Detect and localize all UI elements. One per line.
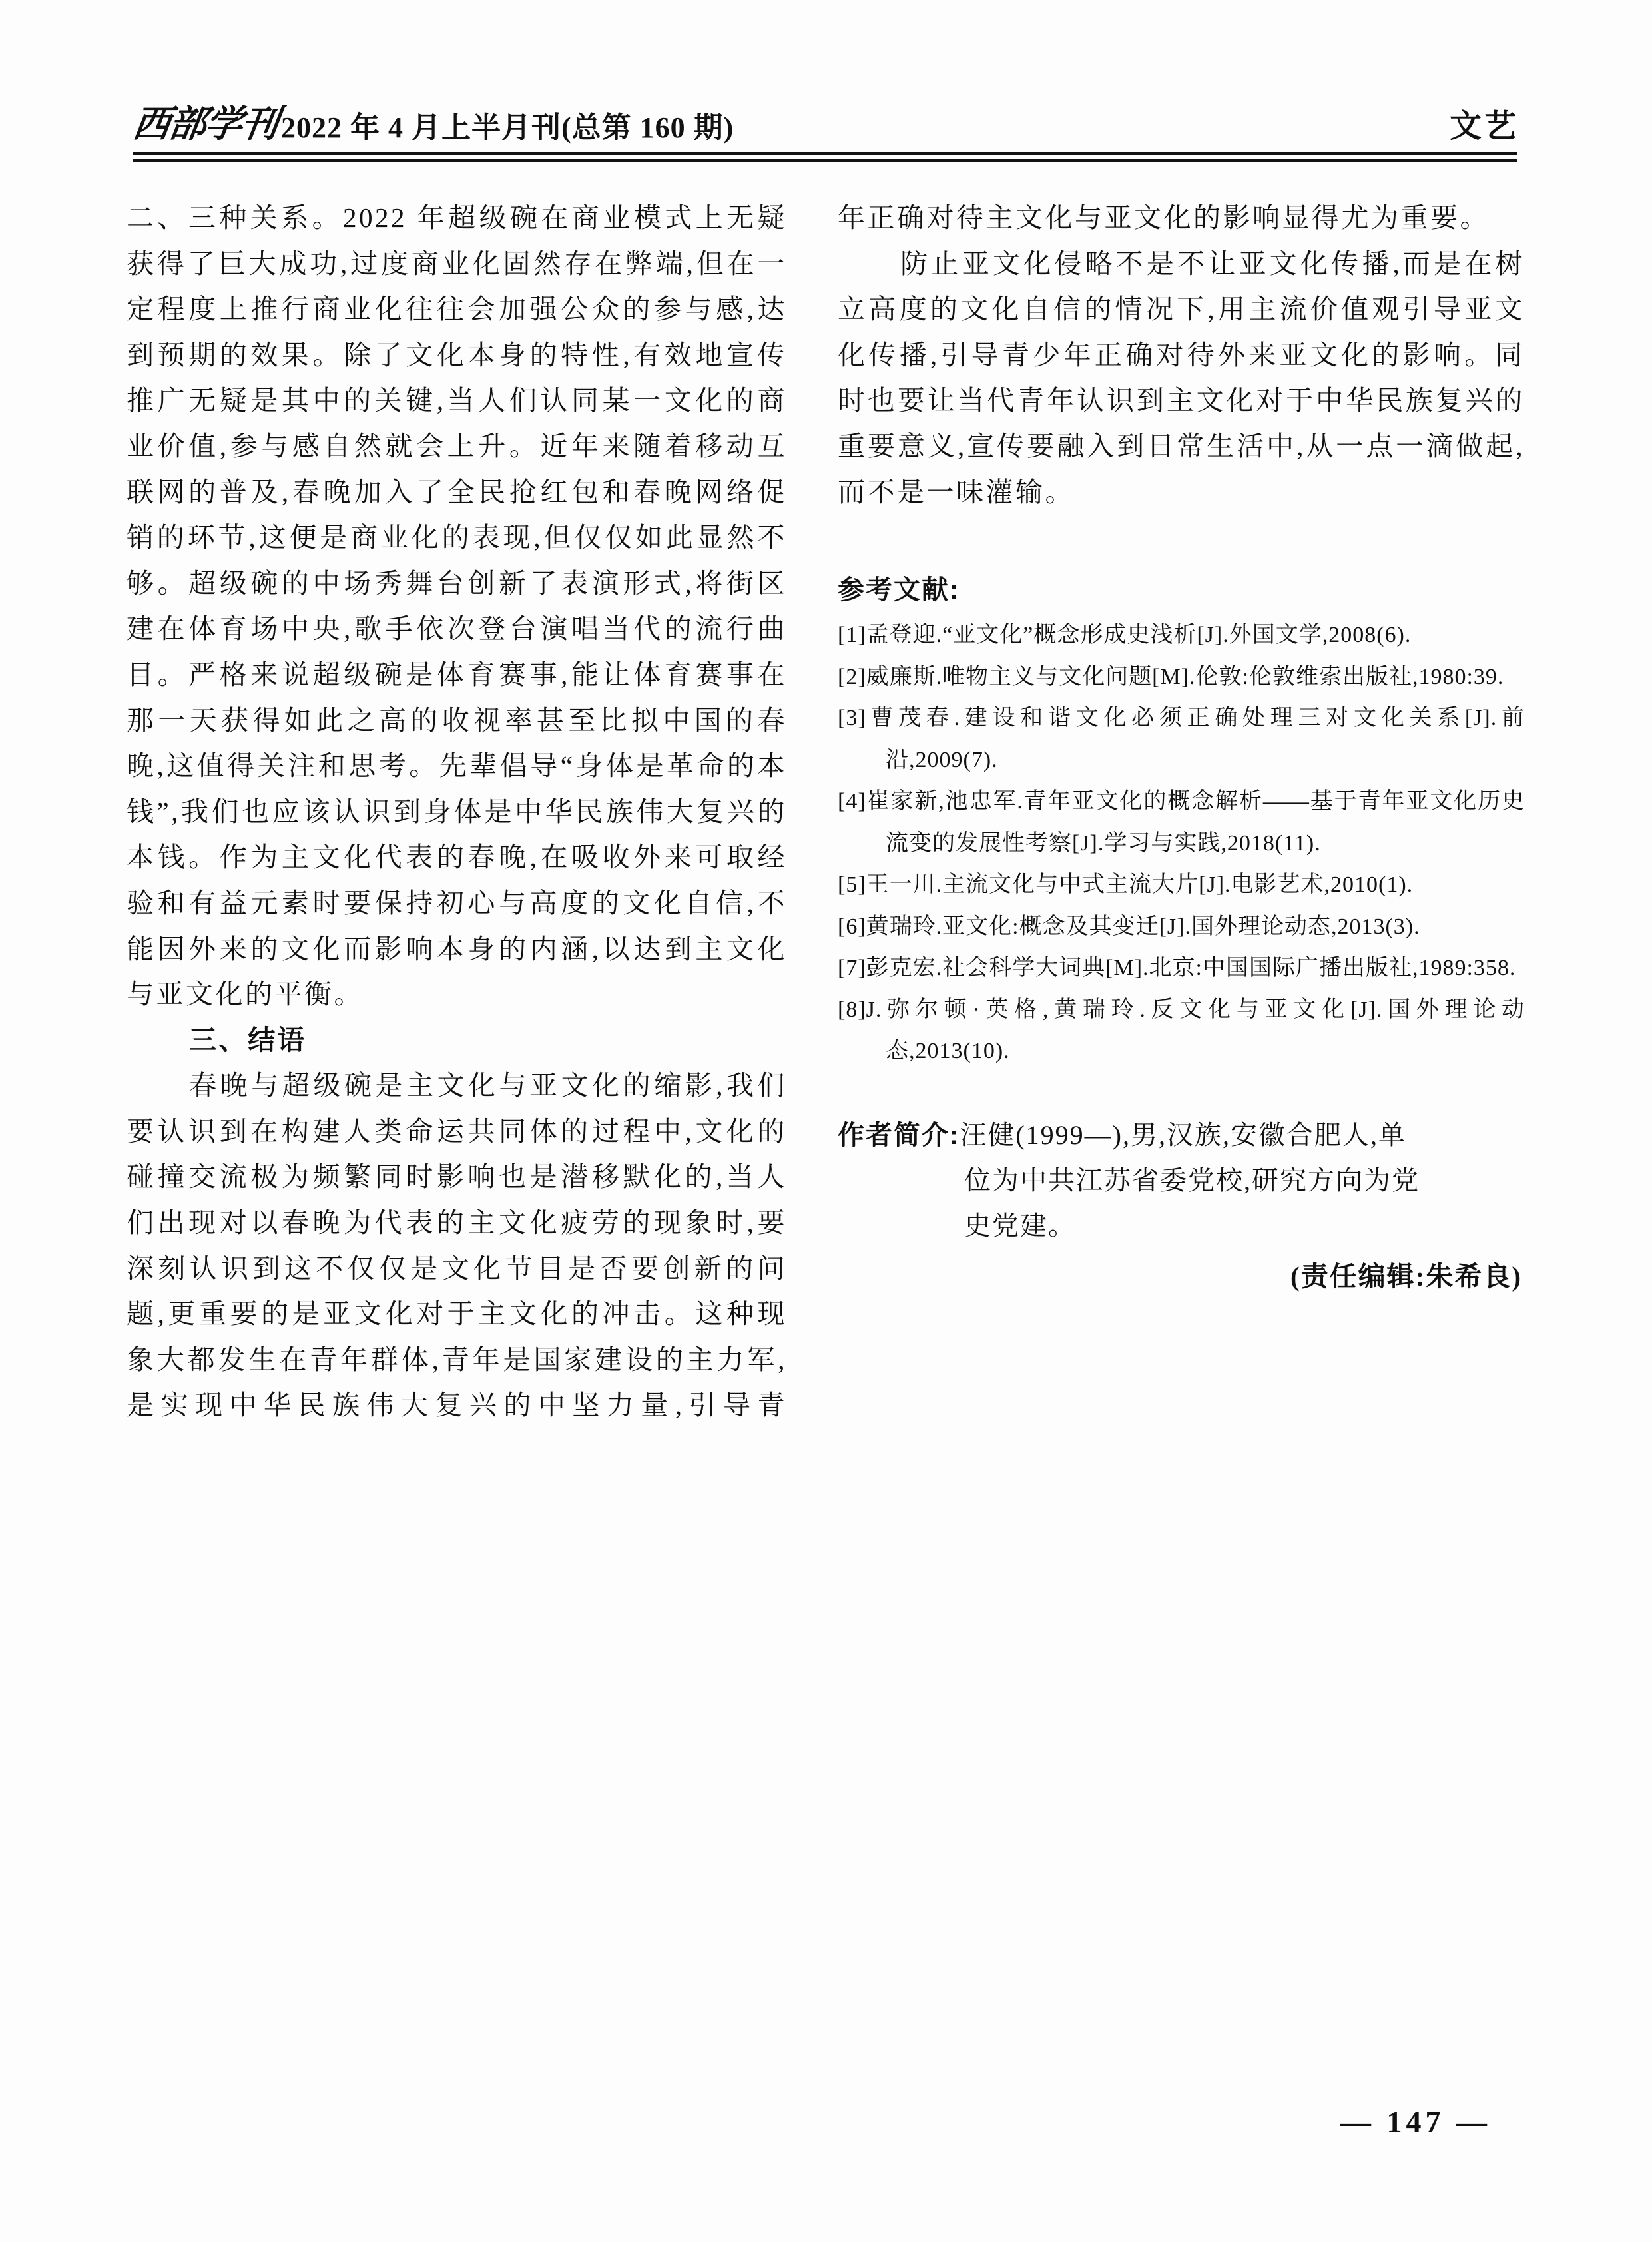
reference-item: [3]曹茂春.建设和谐文化必须正确处理三对文化关系[J].前沿,2009(7).	[838, 706, 1525, 772]
author-text: 汪健(1999—),男,汉族,安徽合肥人,单	[960, 1119, 1406, 1150]
author-line: 位为中共江苏省委党校,研究方向为党	[964, 1165, 1420, 1195]
journal-logo: 西部学刊	[130, 102, 280, 146]
paragraph-conclusion: 春晚与超级碗是主文化与亚文化的缩影,我们要认识到在构建人类命运共同体的过程中,文化的碰撞交流极为频繁同时影响也是潜移默化的,当人们出现对以春晚为代表的主文化疲劳的现象时,要深刻认识到这不仅仅是文化节目是否要创新的问题,更重要的是亚文化对于主文化的冲击。这种现象大都发生在青年群体,青年是国家建设的主力军,是实现中华民族伟大复兴的中坚力量,引导青	[127, 1070, 787, 1421]
paragraph-continued: 年正确对待主文化与亚文化的影响显得尤为重要。	[838, 202, 1490, 233]
conclusion-heading: 三、结语	[189, 1024, 307, 1055]
reference-item: [6]黄瑞玲.亚文化:概念及其变迁[J].国外理论动态,2013(3).	[838, 914, 1420, 939]
page-header	[130, 102, 1519, 146]
author-label: 作者简介:	[838, 1120, 960, 1150]
header-left	[130, 102, 734, 146]
reference-item: [7]彭克宏.社会科学大词典[M].北京:中国国际广播出版社,1989:358.	[838, 956, 1516, 981]
reference-item: [8]J.弥尔顿·英格,黄瑞玲.反文化与亚文化[J].国外理论动态,2013(10).	[838, 997, 1525, 1064]
journal-issue-info: 2022 年 4 月上半月刊(总第 160 期)	[281, 111, 734, 144]
author-line: 史党建。	[964, 1210, 1076, 1241]
paragraph-guidance: 防止亚文化侵略不是不让亚文化传播,而是在树立高度的文化自信的情况下,用主流价值观引导亚文化传播,引导青少年正确对待外来亚文化的影响。同时也要让当代青年认识到主文化对于中华民族复兴的重要意义,宣传要融入到日常生活中,从一点一滴做起,而不是一味灌输。	[838, 248, 1525, 507]
right-column	[838, 195, 1525, 1299]
section-label: 文艺	[1449, 109, 1519, 144]
reference-item: [1]孟登迎.“亚文化”概念形成史浅析[J].外国文学,2008(6).	[838, 623, 1412, 648]
references-list	[838, 615, 1525, 1073]
references-heading: 参考文献:	[838, 575, 960, 605]
author-line	[838, 1113, 1525, 1158]
reference-item: [2]威廉斯.唯物主义与文化问题[M].伦敦:伦敦维索出版社,1980:39.	[838, 664, 1504, 689]
author-bio	[838, 1113, 1525, 1249]
header-divider	[133, 152, 1517, 162]
page-number: — 147 —	[1340, 2105, 1491, 2139]
reference-item: [4]崔家新,池忠军.青年亚文化的概念解析——基于青年亚文化历史流变的发展性考察[J].学习与实践,2018(11).	[838, 789, 1525, 856]
editor-note: (责任编辑:朱希良)	[1290, 1261, 1522, 1292]
reference-item: [5]王一川.主流文化与中式主流大片[J].电影艺术,2010(1).	[838, 872, 1414, 898]
left-column	[127, 195, 787, 1428]
paragraph-continued: 二、三种关系。2022 年超级碗在商业模式上无疑获得了巨大成功,过度商业化固然存在弊端,但在一定程度上推行商业化往往会加强公众的参与感,达到预期的效果。除了文化本身的特性,有效地宣传推广无疑是其中的关键,当人们认同某一文化的商业价值,参与感自然就会上升。近年来随着移动互联网的普及,春晚加入了全民抢红包和春晚网络促销的环节,这便是商业化的表现,但仅仅如此显然不够。超级碗的中场秀舞台创新了表演形式,将街区建在体育场中央,歌手依次登台演唱当代的流行曲目。严格来说超级碗是体育赛事,能让体育赛事在那一天获得如此之高的收视率甚至比拟中国的春晚,这值得关注和思考。先辈倡导“身体是革命的本钱”,我们也应该认识到身体是中华民族伟大复兴的本钱。作为主文化代表的春晚,在吸收外来可取经验和有益元素时要保持初心与高度的文化自信,不能因外来的文化而影响本身的内涵,以达到主文化与亚文化的平衡。	[127, 202, 787, 1010]
